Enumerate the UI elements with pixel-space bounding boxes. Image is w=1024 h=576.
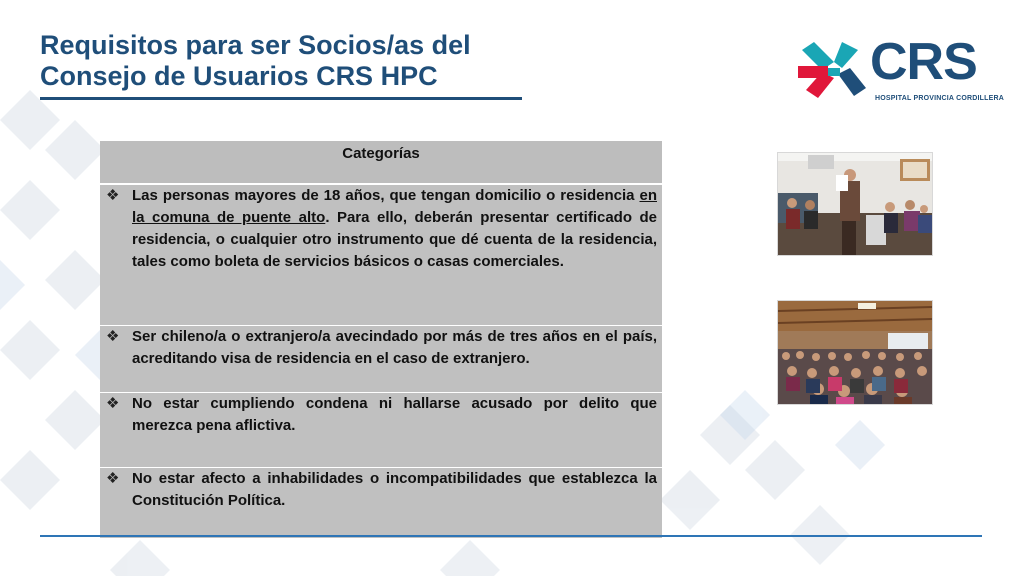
requirement-text: No estar cumpliendo condena ni hallarse acusado por delito que merezca pena aflictiva. (132, 395, 657, 434)
diamond-bullet-icon: ❖ (106, 328, 120, 345)
requirement-underlined-text: en la comuna de puente alto (132, 187, 657, 226)
requirement-text: No estar afecto a inhabilidades o incompatibilidades que establezca la Constitución Política. (132, 470, 657, 509)
requirements-table (100, 141, 662, 538)
table-row (100, 393, 662, 468)
table-row (100, 326, 662, 393)
table-header: Categorías (100, 141, 662, 184)
requirement-text: Ser chileno/a o extranjero/a avecindado por más de tres años en el país, acreditando visa de residencia en el caso de extranjero. (132, 328, 657, 367)
title-underline (40, 97, 522, 100)
crs-logo (798, 33, 1004, 108)
logo-subtitle: HOSPITAL PROVINCIA CORDILLERA (875, 95, 1004, 102)
diamond-bullet-icon: ❖ (106, 470, 120, 487)
diamond-bullet-icon: ❖ (106, 187, 120, 204)
meeting-photo-audience (777, 300, 933, 405)
requirement-text-part: Las personas mayores de 18 años, que tengan domicilio o residencia (132, 187, 640, 204)
meeting-photo-speaker-image (778, 153, 932, 255)
logo-brand: CRS (870, 33, 977, 91)
table-row (100, 468, 662, 539)
meeting-photo-audience-image (778, 301, 932, 404)
bottom-divider (40, 535, 982, 537)
title-line-1: Requisitos para ser Socios/as del (40, 30, 471, 60)
diamond-bullet-icon: ❖ (106, 395, 120, 412)
title-line-2: Consejo de Usuarios CRS HPC (40, 61, 438, 91)
requirement-text (132, 185, 657, 273)
table-row (100, 184, 662, 326)
meeting-photo-speaker (777, 152, 933, 256)
crs-cross-mark-icon (798, 38, 870, 100)
page-title (40, 30, 471, 92)
requirement-text-part: . Para ello, deberán presentar certificado de residencia, o cualquier otro instrumento que dé cuenta de la residencia, tales como boleta de servicios básicos o casas comerciales. (132, 209, 658, 270)
